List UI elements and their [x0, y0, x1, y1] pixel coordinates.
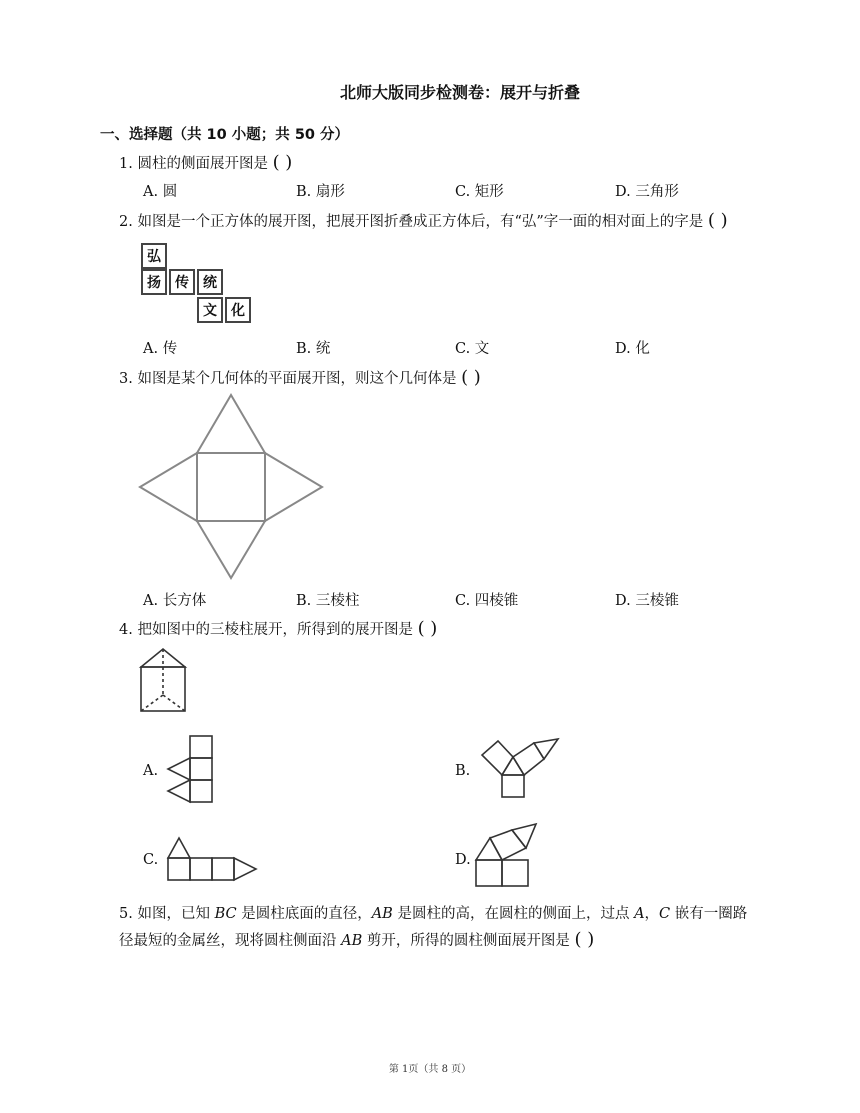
- option-a: A. 长方体: [143, 593, 207, 609]
- answer-parenthesis: ( ): [707, 210, 728, 231]
- choice-a-net: [162, 732, 218, 808]
- question-5-text: 剪开，所得的圆柱侧面展开图是: [362, 933, 570, 949]
- option-c: C. 矩形: [455, 184, 504, 200]
- pyramid-net-figure: [134, 390, 328, 582]
- option-d: D. 三角形: [615, 184, 679, 200]
- cube-net-figure: [141, 243, 253, 323]
- option-b: B. 扇形: [296, 184, 345, 200]
- page-title: 北师大版同步检测卷：展开与折叠: [339, 83, 580, 102]
- choice-b-net: [478, 735, 562, 801]
- option-d: D. 化: [615, 341, 650, 357]
- question-4-text: 4. 把如图中的三棱柱展开，所得到的展开图是: [119, 622, 413, 638]
- option-c: C. 四棱锥: [455, 593, 519, 609]
- net-cell: 传: [169, 269, 195, 295]
- answer-parenthesis: ( ): [272, 152, 293, 173]
- question-5-text: 嵌有一圈路径最短的金属丝，现将圆柱侧面沿: [119, 906, 748, 949]
- segment-ab: AB: [371, 906, 393, 922]
- answer-parenthesis: ( ): [574, 929, 595, 950]
- point-c: C: [659, 906, 671, 922]
- question-3-text: 3. 如图是某个几何体的平面展开图，则这个几何体是: [119, 371, 457, 387]
- triangular-prism-figure: [137, 645, 189, 715]
- answer-parenthesis: ( ): [417, 618, 438, 639]
- choice-c-net: [162, 832, 262, 884]
- option-a: A. 圆: [143, 184, 178, 200]
- option-b: B. 三棱柱: [296, 593, 360, 609]
- question-4: [119, 618, 437, 641]
- question-1: [119, 152, 292, 175]
- choice-d-net: [470, 820, 544, 890]
- question-2-text: 2. 如图是一个正方体的展开图，把展开图折叠成正方体后，有“弘”字一面的相对面上的字是: [119, 214, 704, 230]
- question-5-text: 5. 如图，已知: [119, 906, 215, 922]
- choice-b-label: B.: [455, 763, 471, 779]
- section-heading: 一、选择题（共 10 小题；共 50 分）: [100, 127, 350, 143]
- choice-a-label: A.: [143, 763, 159, 779]
- net-cell: 统: [197, 269, 223, 295]
- answer-parenthesis: ( ): [461, 367, 481, 388]
- question-5-text: ，: [644, 906, 660, 922]
- question-1-text: 1. 圆柱的侧面展开图是: [119, 156, 268, 172]
- option-c: C. 文: [455, 341, 490, 357]
- net-cell: 扬: [141, 269, 167, 295]
- option-a: A. 传: [143, 341, 178, 357]
- net-cell: 弘: [141, 243, 167, 269]
- net-cell: 文: [197, 297, 223, 323]
- question-3: [119, 367, 481, 390]
- choice-c-label: C.: [143, 852, 159, 868]
- segment-bc: BC: [214, 906, 237, 922]
- question-5-text: 是圆柱的高，在圆柱的侧面上，过点: [392, 906, 635, 922]
- point-a: A: [634, 906, 645, 922]
- question-2: [119, 210, 728, 233]
- option-b: B. 统: [296, 341, 331, 357]
- option-d: D. 三棱锥: [615, 593, 679, 609]
- choice-d-label: D.: [455, 852, 471, 868]
- net-cell: 化: [225, 297, 251, 323]
- question-5: [119, 902, 759, 954]
- segment-ab: AB: [341, 933, 363, 949]
- question-5-text: 是圆柱底面的直径，: [236, 906, 372, 922]
- page-footer: 第 1页（共 8 页）: [388, 1064, 472, 1075]
